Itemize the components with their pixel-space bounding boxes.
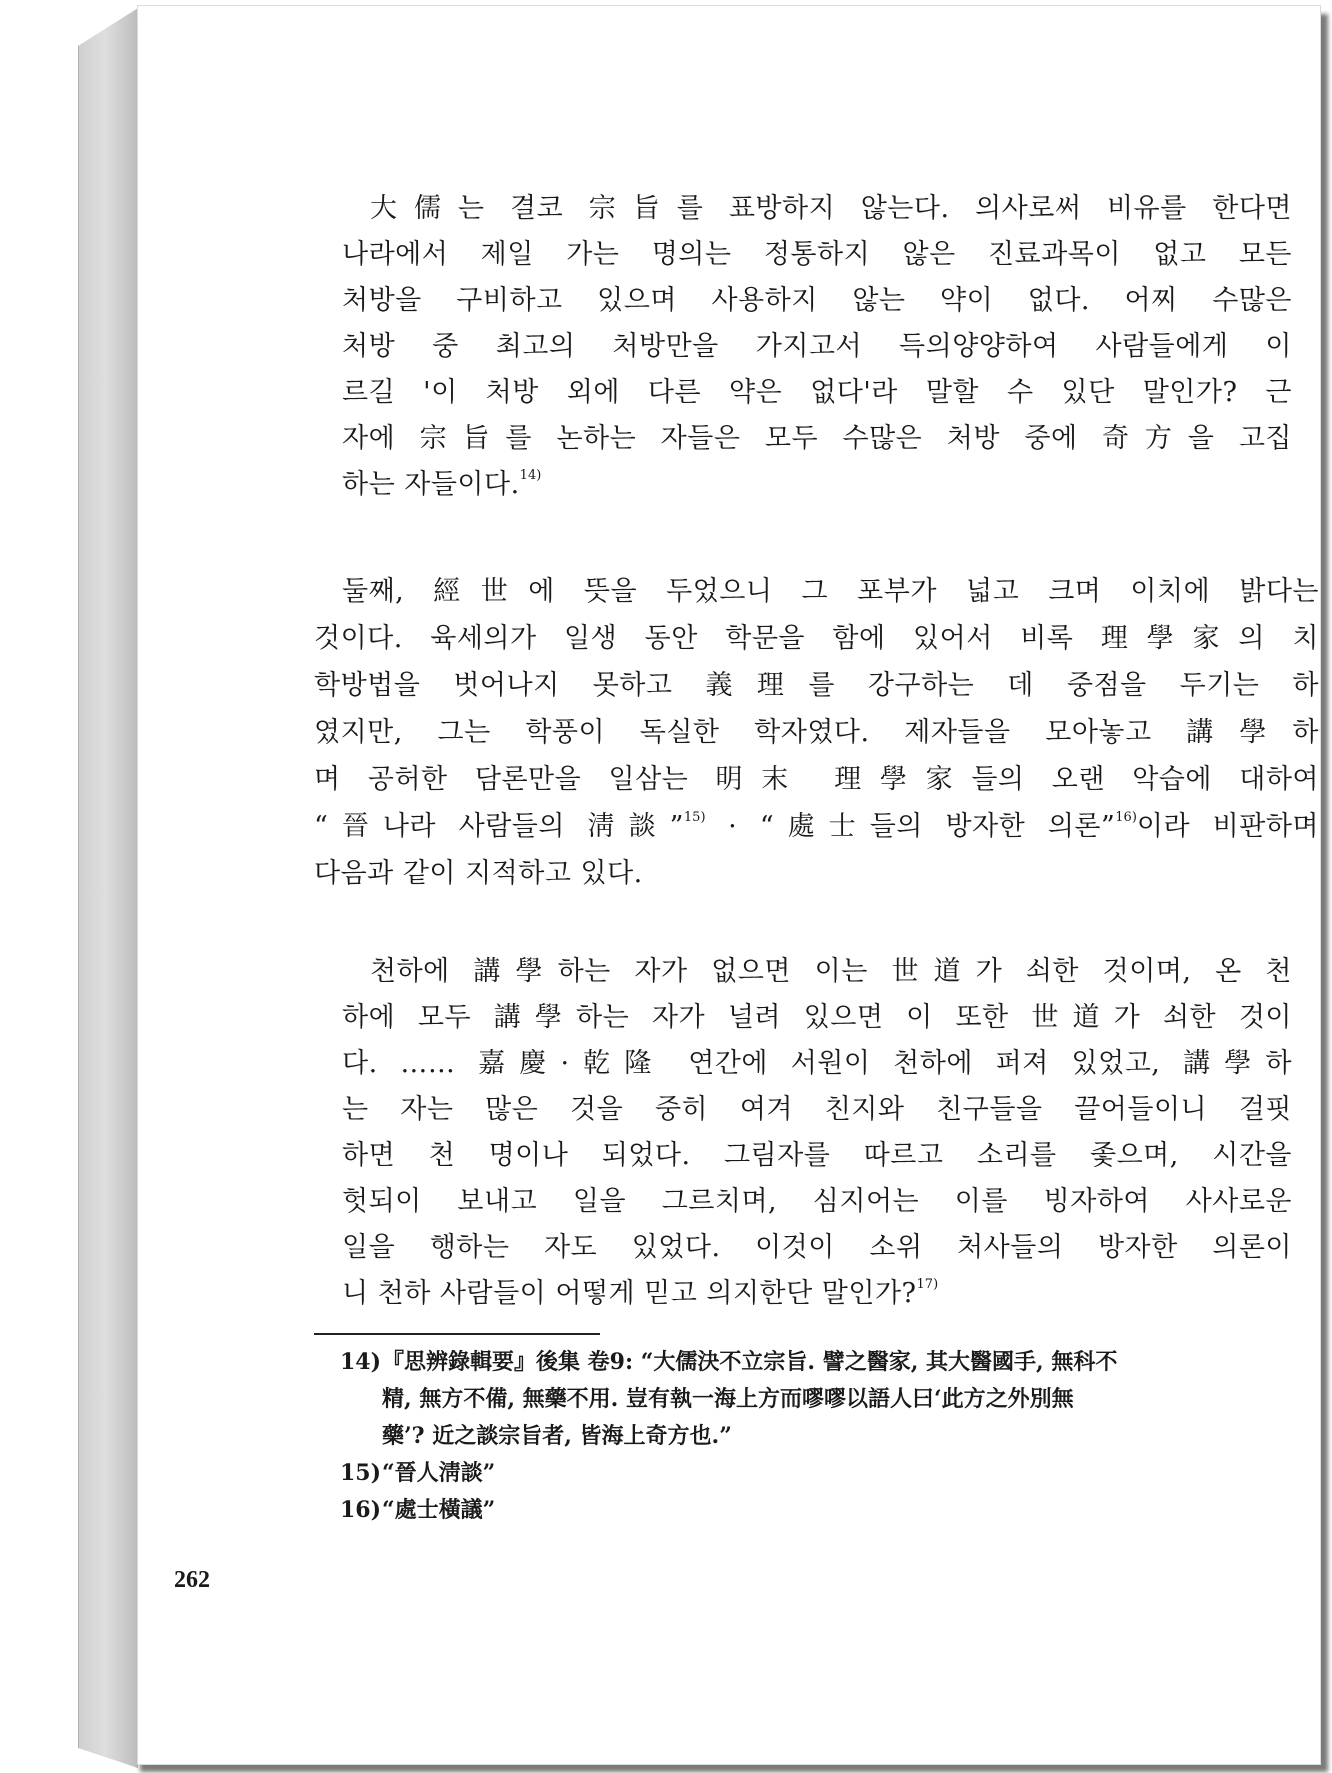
- footnote-line: 藥’? 近之談宗旨者, 皆海上奇方也.”: [382, 1423, 732, 1449]
- footnote-body: [382, 1455, 1300, 1492]
- footnote-number: 14): [340, 1349, 382, 1375]
- footnote-line: 『思辨錄輯要』後集 卷9: “大儒決不立宗旨. 譬之醫家, 其大醫國手, 無科不: [382, 1349, 1118, 1375]
- body-paragraph: [314, 568, 1319, 897]
- footnote-ref-14: 14): [519, 468, 542, 483]
- footnote-ref-16: 16): [1115, 810, 1137, 825]
- block-quote-1: [342, 186, 1292, 508]
- quote-line: 처방을 구비하고 있으며 사용하지 않는 약이 없다. 어찌 수많은: [342, 285, 1292, 316]
- paragraph-text: “晉나라 사람들의 淸談”: [314, 811, 684, 842]
- paragraph-line: 둘째, 經世에 뜻을 두었으니 그 포부가 넓고 크며 이치에 밝다는: [342, 576, 1319, 607]
- footnotes: [340, 1344, 1300, 1529]
- book-spine: [78, 8, 138, 1768]
- paragraph-line-refs: [314, 803, 1319, 850]
- paragraph-line: 였지만, 그는 학풍이 독실한 학자였다. 제자들을 모아놓고 講學하: [314, 717, 1319, 748]
- quote-line: 나라에서 제일 가는 명의는 정통하지 않은 진료과목이 없고 모든: [342, 239, 1292, 270]
- block-quote-2: [342, 949, 1292, 1317]
- quote-line-last: [342, 462, 1292, 508]
- footnote-body: [382, 1492, 1300, 1529]
- footnote-ref-15: 15): [683, 810, 706, 825]
- quote-line: 처방 중 최고의 처방만을 가지고서 득의양양하여 사람들에게 이: [342, 331, 1292, 362]
- paragraph-line: 학방법을 벗어나지 못하고 義理를 강구하는 데 중점을 두기는 하: [314, 670, 1319, 701]
- footnote-divider: [314, 1333, 600, 1335]
- paragraph-text: 이라 비판하며: [1136, 811, 1320, 842]
- page-content: [138, 6, 1320, 1764]
- footnote-body: [382, 1344, 1300, 1455]
- footnote-ref-17: 17): [916, 1277, 939, 1292]
- quote-line: 하에 모두 講學하는 자가 널려 있으면 이 또한 世道가 쇠한 것이: [342, 1002, 1292, 1033]
- paragraph-line: 며 공허한 담론만을 일삼는 明末 理學家들의 오랜 악습에 대하여: [314, 764, 1319, 795]
- quote-line: 천하에 講學하는 자가 없으면 이는 世道가 쇠한 것이며, 온 천: [370, 956, 1292, 987]
- page-number: 262: [174, 1567, 210, 1593]
- footnote-line: “處士橫議”: [382, 1497, 496, 1523]
- footnote-number: 15): [340, 1460, 382, 1486]
- quote-line: 大儒는 결코 宗旨를 표방하지 않는다. 의사로써 비유를 한다면: [370, 193, 1292, 224]
- quote-line: 일을 행하는 자도 있었다. 이것이 소위 처사들의 방자한 의론이: [342, 1232, 1292, 1263]
- footnote-line: “晉人淸談”: [382, 1460, 496, 1486]
- footnote-line: 精, 無方不備, 無藥不用. 豈有執一海上方而嘐嘐以語人曰‘此方之外別無: [382, 1386, 1074, 1412]
- quote-line: 다. …… 嘉慶·乾隆 연간에 서원이 천하에 퍼져 있었고, 講學하: [342, 1048, 1293, 1079]
- quote-line: 자에 宗旨를 논하는 자들은 모두 수많은 처방 중에 奇方을 고집: [342, 423, 1292, 454]
- quote-text: 하는 자들이다.: [342, 469, 520, 500]
- paragraph-text: · “處士들의 방자한 의론”: [705, 811, 1116, 842]
- book-page: [138, 6, 1320, 1764]
- footnote-15: [340, 1455, 1300, 1492]
- footnote-14: [340, 1344, 1300, 1455]
- footnote-16: [340, 1492, 1300, 1529]
- quote-line: 헛되이 보내고 일을 그르치며, 심지어는 이를 빙자하여 사사로운: [342, 1186, 1292, 1217]
- quote-line: 르길 '이 처방 외에 다른 약은 없다'라 말할 수 있단 말인가? 근: [342, 377, 1292, 408]
- paragraph-line: 다음과 같이 지적하고 있다.: [314, 858, 643, 889]
- quote-line-last: [342, 1271, 1292, 1317]
- paragraph-line: 것이다. 육세의가 일생 동안 학문을 함에 있어서 비록 理學家의 치: [314, 623, 1319, 654]
- quote-text: 니 천하 사람들이 어떻게 믿고 의지한단 말인가?: [342, 1278, 917, 1309]
- quote-line: 하면 천 명이나 되었다. 그림자를 따르고 소리를 좇으며, 시간을: [342, 1140, 1292, 1171]
- quote-line: 는 자는 많은 것을 중히 여겨 친지와 친구들을 끌어들이니 걸핏: [342, 1094, 1292, 1125]
- footnote-number: 16): [340, 1497, 382, 1523]
